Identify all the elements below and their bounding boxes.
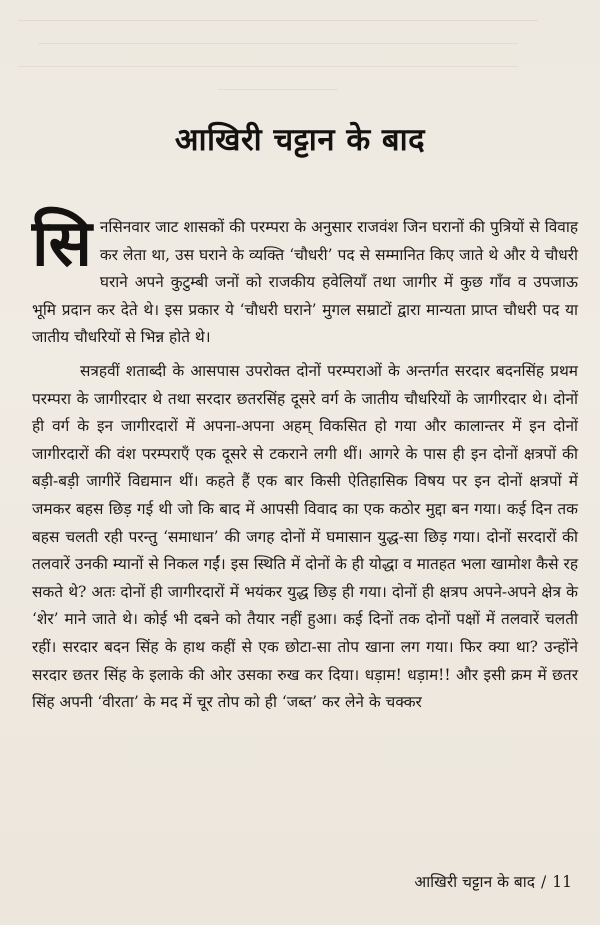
paragraph-1-text: नसिनवार जाट शासकों की परम्परा के अनुसार राजवंश जिन घरानों की पुत्रियों से विवाह कर लेता था, उस घराने के व्यक्ति ‘चौधरी’ पद से सम्मानित किए जाते थे और ये चौधरी घराने अपने कुटुम्बी जनों को राजकीय हवेलियाँ तथा जागीर में कुछ गाँव व उपजाऊ भूमि प्रदान कर देते थे। इस प्रकार ये ‘चौधरी घराने’ मुगल सम्राटों द्वारा मान्यता प्राप्त चौधरी पद या जातीय चौधरियों से भिन्न होते थे। [32,218,578,347]
paragraph-2: सत्रहवीं शताब्दी के आसपास उपरोक्त दोनों परम्पराओं के अन्तर्गत सरदार बदनसिंह प्रथम परम्परा के जागीरदार थे तथा सरदार छतरसिंह दूसरे वर्ग के जातीय चौधरियों के जागीरदार थे। दोनों ही वर्ग के इन जागीरदारों में अपना-अपना अहम् विकसित हो गया और कालान्तर में इन दोनों जागीरदारों की वंश परम्पराएँ एक दूसरे से टकराने लगी थीं। आगरे के पास ही इन दोनों क्षत्रपों की बड़ी-बड़ी जागीरें विद्यमान थीं। कहते हैं एक बार किसी ऐतिहासिक विषय पर इन दोनों क्षत्रपों में जमकर बहस छिड़ गई थी जो कि बाद में आपसी विवाद का एक कठोर मुद्दा बन गया। कई दिन तक बहस चलती रही परन्तु ‘समाधान’ की जगह दोनों में घमासान युद्ध-सा छिड़ गया। दोनों सरदारों की तलवारें उनकी म्यानों से निकल गईं। इस स्थिति में दोनों के ही योद्धा व मातहत भला खामोश कैसे रह सकते थे? अतः दोनों ही जागीरदारों में भयंकर युद्ध छिड़ ही गया। दोनों ही क्षत्रप अपने-अपने क्षेत्र के ‘शेर’ माने जाते थे। कोई भी दबने को तैयार नहीं हुआ। कई दिनों तक दोनों पक्षों में तलवारें चलती रहीं। सरदार बदन सिंह के हाथ कहीं से एक छोटा-सा तोप खाना लग गया। फिर क्या था? उन्होंने सरदार छतर सिंह के इलाके की ओर उसका रुख कर दिया। धड़ाम! धड़ाम!! और इसी क्रम में छतर सिंह अपनी ‘वीरता’ के मद में चूर तोप को ही ‘जब्त’ कर लेने के चक्कर [32,361,578,712]
footer-separator: / [541,873,547,891]
running-title: आखिरी चट्टान के बाद [414,873,536,891]
reverse-side-bleed-through [18,0,578,100]
page-number: 11 [552,873,572,891]
page-footer [414,870,572,892]
paragraph-1 [32,206,578,352]
chapter-title: आखिरी चट्टान के बाद [174,122,426,158]
chapter-body [32,206,578,717]
drop-cap: सि [32,206,92,281]
